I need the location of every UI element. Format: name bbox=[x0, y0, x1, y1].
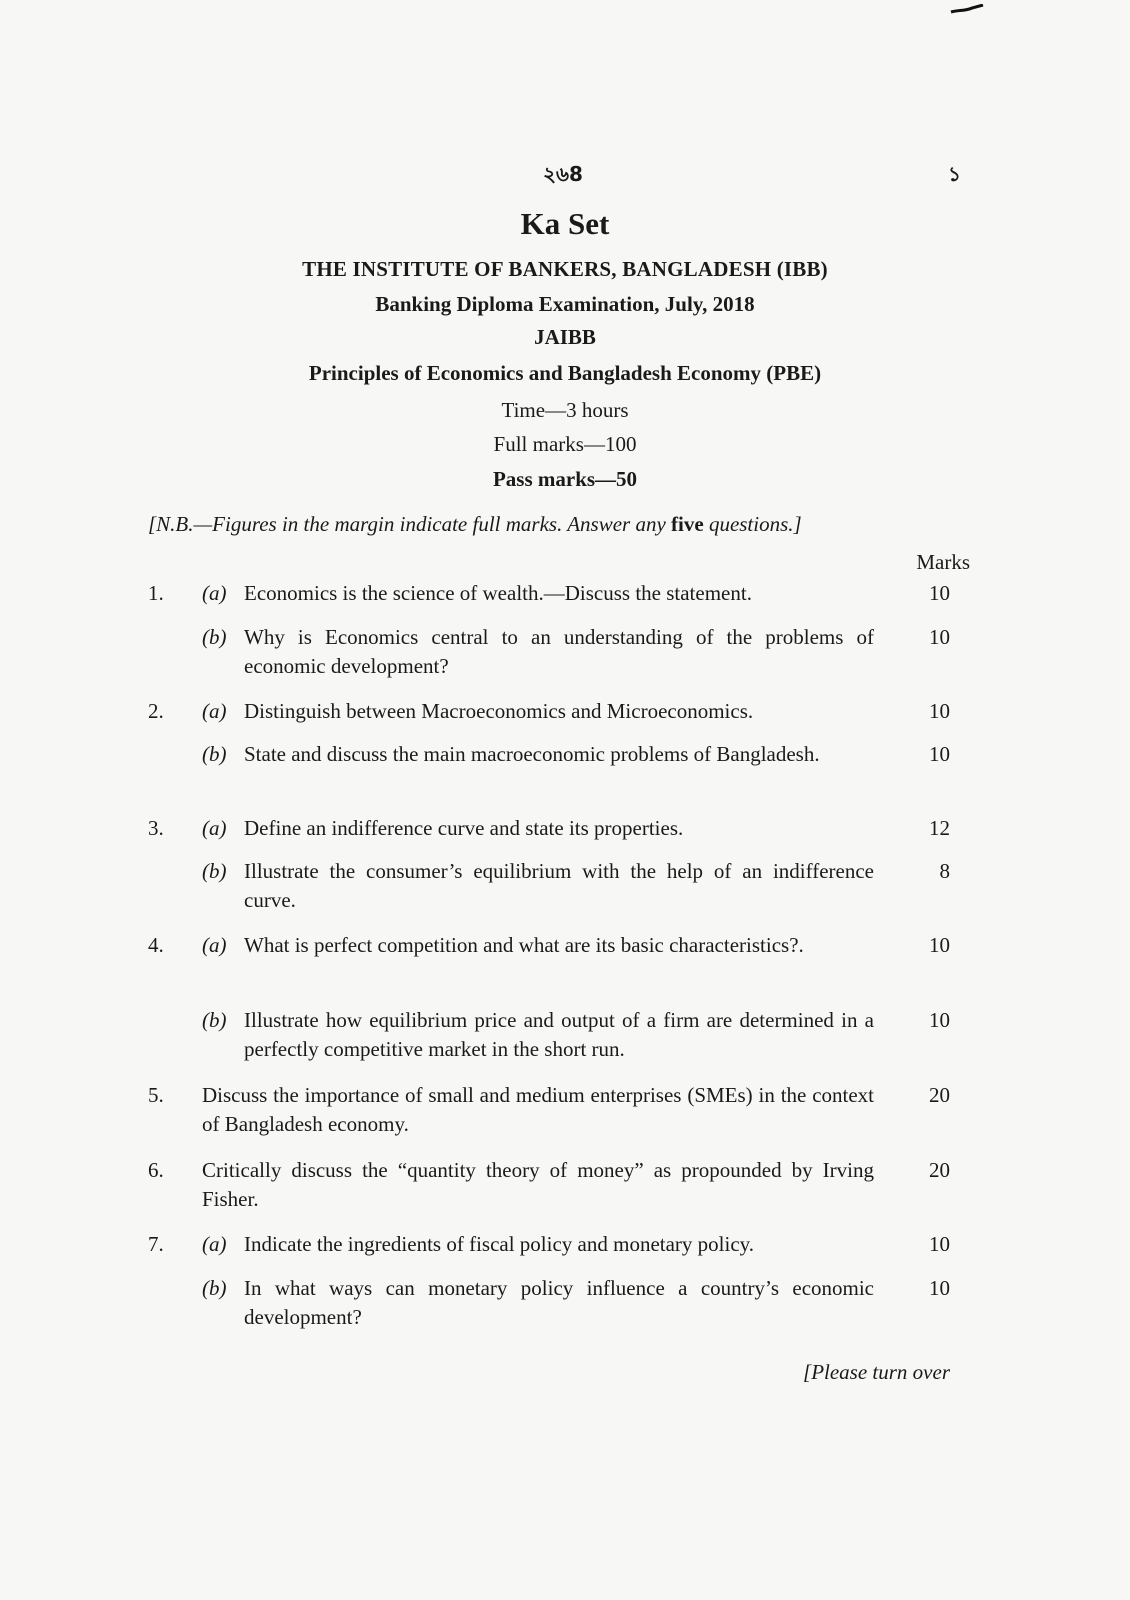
question-text: Indicate the ingredients of fiscal policy and monetary policy. bbox=[244, 1232, 755, 1256]
question-number: 2. bbox=[148, 699, 164, 723]
question-marks: 10 bbox=[929, 581, 950, 605]
question-marks: 10 bbox=[929, 742, 950, 766]
question-part: (b) bbox=[202, 625, 227, 649]
question-text: Why is Economics central to an understanding of the problems of economic development? bbox=[244, 625, 874, 678]
note-bold: five bbox=[671, 512, 704, 536]
question-text: Distinguish between Macroeconomics and Microeconomics. bbox=[244, 699, 754, 723]
institute-name: THE INSTITUTE OF BANKERS, BANGLADESH (IBB) bbox=[302, 257, 828, 281]
instructions-note bbox=[148, 512, 802, 537]
question-part: (a) bbox=[202, 933, 227, 957]
question-marks: 10 bbox=[929, 933, 950, 957]
full-marks: Full marks—100 bbox=[493, 432, 637, 456]
scan-mark bbox=[950, 4, 984, 14]
question-part: (b) bbox=[202, 1008, 227, 1032]
question-marks: 10 bbox=[929, 1232, 950, 1256]
question-text: State and discuss the main macroeconomic problems of Bangladesh. bbox=[244, 742, 820, 766]
note-after: questions.] bbox=[703, 512, 802, 536]
question-number: 3. bbox=[148, 816, 164, 840]
question-part: (a) bbox=[202, 1232, 227, 1256]
question-text: Illustrate the consumer’s equilibrium with the help of an indifference curve. bbox=[244, 859, 874, 912]
question-text: In what ways can monetary policy influence a country’s economic development? bbox=[244, 1276, 874, 1329]
note-before: [N.B.—Figures in the margin indicate full marks. Answer any bbox=[148, 512, 672, 536]
question-marks: 8 bbox=[939, 859, 950, 883]
question-number: 4. bbox=[148, 933, 164, 957]
question-text: Critically discuss the “quantity theory of money” as propounded by Irving Fisher. bbox=[202, 1158, 874, 1211]
question-number: 6. bbox=[148, 1158, 164, 1182]
question-text: Economics is the science of wealth.—Discuss the statement. bbox=[244, 581, 752, 605]
question-number: 7. bbox=[148, 1232, 164, 1256]
question-marks: 12 bbox=[929, 816, 950, 840]
question-number: 1. bbox=[148, 581, 164, 605]
subject-title: Principles of Economics and Bangladesh Economy (PBE) bbox=[308, 361, 822, 385]
question-text: Illustrate how equilibrium price and output of a firm are determined in a perfectly competitive market in the short run. bbox=[244, 1008, 874, 1061]
question-part: (a) bbox=[202, 699, 227, 723]
time-allowed: Time—3 hours bbox=[501, 398, 629, 422]
question-number: 5. bbox=[148, 1083, 164, 1107]
question-part: (b) bbox=[202, 859, 227, 883]
exam-level: JAIBB bbox=[534, 325, 596, 349]
question-code: ২৬8 bbox=[543, 162, 583, 186]
marks-column-header: Marks bbox=[916, 550, 970, 574]
question-part: (b) bbox=[202, 1276, 227, 1300]
question-text: Discuss the importance of small and medium enterprises (SMEs) in the context of Bangladesh economy. bbox=[202, 1083, 874, 1136]
page-number: ১ bbox=[948, 162, 961, 186]
question-part: (a) bbox=[202, 581, 227, 605]
question-marks: 10 bbox=[929, 1276, 950, 1300]
question-part: (a) bbox=[202, 816, 227, 840]
question-marks: 10 bbox=[929, 625, 950, 649]
pass-marks: Pass marks—50 bbox=[492, 467, 638, 491]
question-marks: 10 bbox=[929, 699, 950, 723]
set-title: Ka Set bbox=[520, 206, 610, 241]
question-marks: 20 bbox=[929, 1083, 950, 1107]
question-marks: 10 bbox=[929, 1008, 950, 1032]
question-text: Define an indifference curve and state its properties. bbox=[244, 816, 684, 840]
exam-title: Banking Diploma Examination, July, 2018 bbox=[375, 292, 755, 316]
question-text: What is perfect competition and what are its basic characteristics?. bbox=[244, 933, 804, 957]
question-marks: 20 bbox=[929, 1158, 950, 1182]
turn-over-note: [Please turn over bbox=[803, 1360, 950, 1384]
question-part: (b) bbox=[202, 742, 227, 766]
